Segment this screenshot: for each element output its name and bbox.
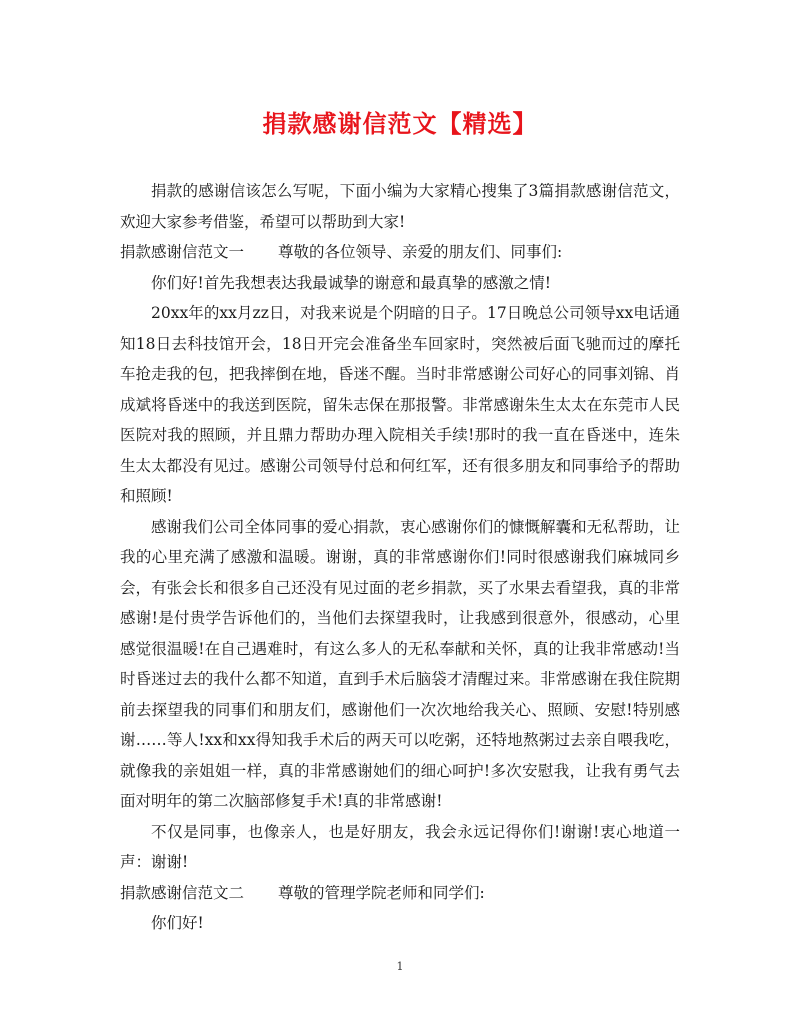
section2-paragraph: 你们好! [151, 914, 204, 932]
section-label-1: 捐款感谢信范文一 [120, 243, 245, 261]
section1-paragraph: 你们好!首先我想表达我最诚挚的谢意和最真挚的感激之情! [151, 273, 551, 292]
section-label-2: 捐款感谢信范文二 [120, 883, 245, 902]
document-title: 捐款感谢信范文【精选】 [262, 110, 538, 138]
section1-paragraph: 不仅是同事，也像亲人，也是好朋友，我会永远记得你们!谢谢!衷心地道一声：谢谢! [120, 822, 680, 871]
section1-paragraph: 感谢我们公司全体同事的爱心捐款，衷心感谢你们的慷慨解囊和无私帮助，让我的心里充满了感激和温暖。谢谢，真的非常感谢你们!同时很感谢我们麻城同乡会，有张会长和很多自己还没有见过面的老乡捐款，买了水果去看望我，真的非常感谢!是付贵学告诉他们的，当他们去探望我时，让我感到很意外，很感动，心里感觉很温暖!在自己遇难时，有这么多人的无私奉献和关怀，真的让我非常感动!当时昏迷过去的我什么都不知道，直到手术后脑袋才清醒过来。非常感谢在我住院期前去探望我的同事们和朋友们，感谢他们一次次地给我关心、照顾、安慰!特别感谢……等人!xx和xx得知我手术后的两天可以吃粥，还特地熬粥过去亲自喂我吃，就像我的亲姐姐一样，真的非常感谢她们的细心呵护!多次安慰我，让我有勇气去面对明年的第二次脑部修复手术!真的非常感谢! [120, 517, 680, 810]
section-heading-1 [120, 237, 680, 268]
page-number: 1 [396, 960, 404, 973]
document-body [120, 176, 680, 939]
intro-paragraph: 捐款的感谢信该怎么写呢，下面小编为大家精心搜集了3篇捐款感谢信范文，欢迎大家参考借鉴，希望可以帮助到大家! [120, 182, 680, 231]
section1-paragraph: 20xx年的xx月zz日，对我来说是个阴暗的日子。17日晚总公司领导xx电话通知18日去科技馆开会，18日开完会准备坐车回家时，突然被后面飞驰而过的摩托车抢走我的包，把我摔倒在地，昏迷不醒。当时非常感谢公司好心的同事刘锦、肖成斌将昏迷中的我送到医院，留朱志保在那报警。非常感谢朱生太太在东莞市人民医院对我的照顾，并且鼎力帮助办理入院相关手续!那时的我一直在昏迷中，连朱生太太都没有见过。感谢公司领导付总和何红军，还有很多朋友和同事给予的帮助和照顾! [120, 304, 680, 505]
section-salutation-2: 尊敬的管理学院老师和同学们: [278, 883, 485, 902]
section-heading-2 [120, 878, 680, 909]
section-salutation-1: 尊敬的各位领导、亲爱的朋友们、同事们: [278, 243, 563, 261]
